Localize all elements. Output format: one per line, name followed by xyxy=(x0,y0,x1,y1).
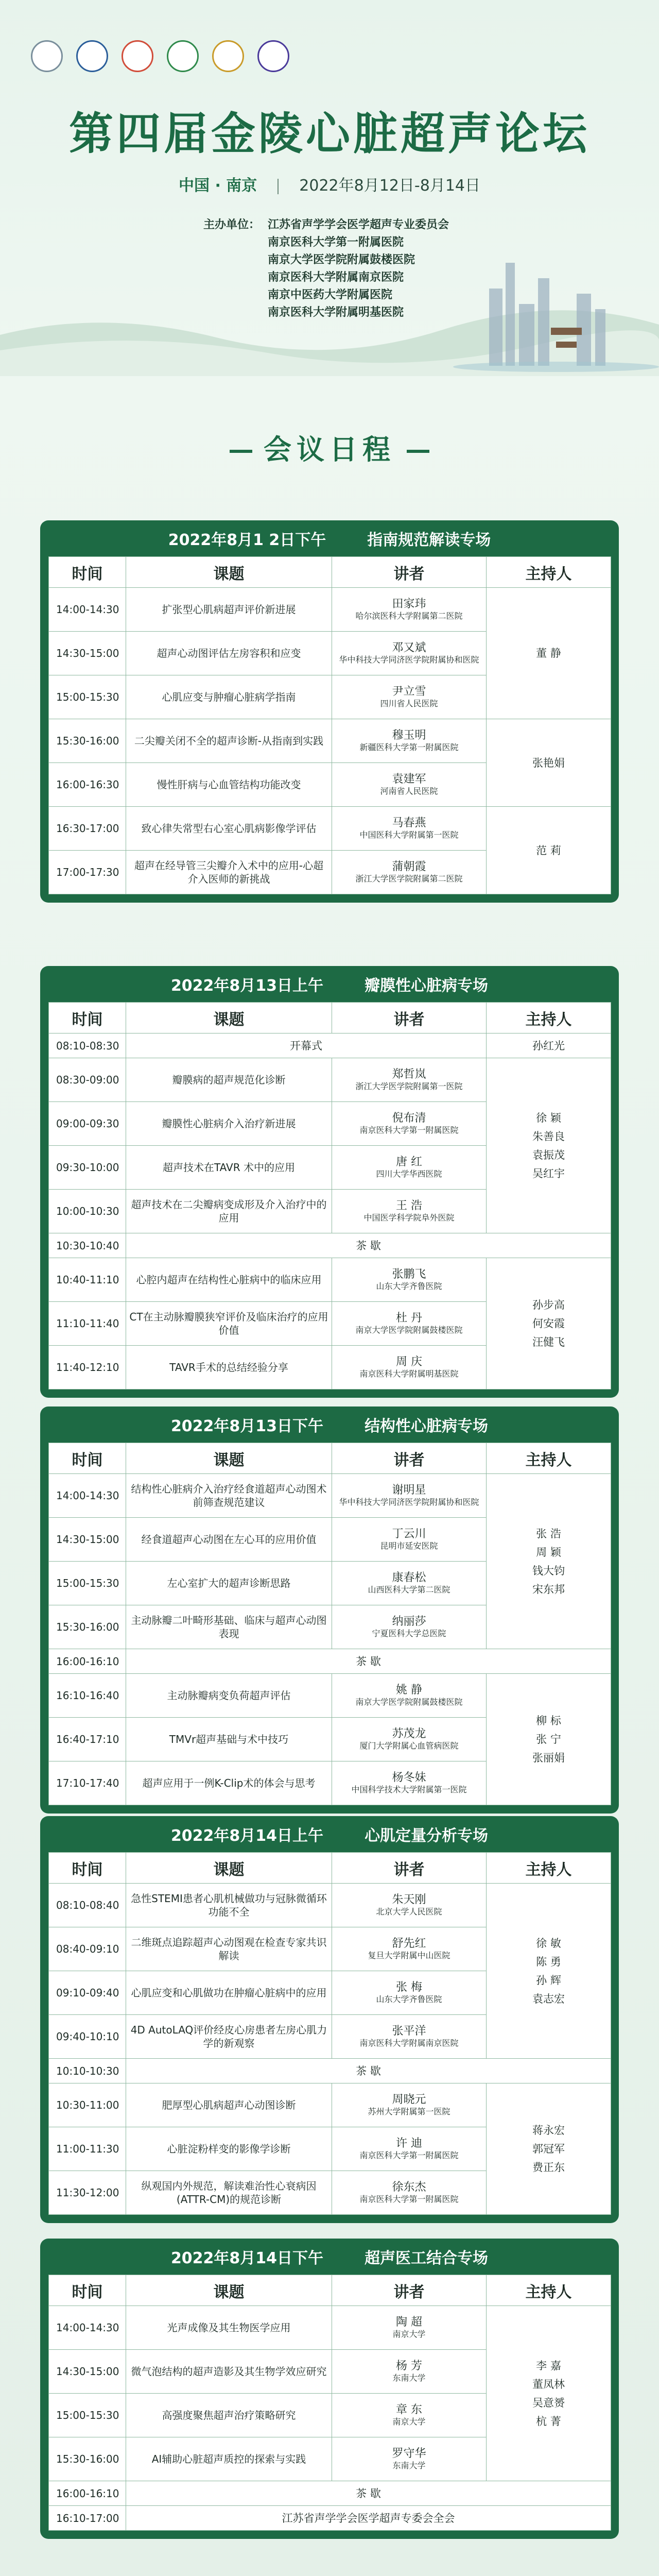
special-event-cell: 茶 歇 xyxy=(126,1649,611,1674)
speaker-institution: 苏州大学附属第一医院 xyxy=(368,2107,450,2116)
session-header xyxy=(40,2239,619,2275)
column-header-speaker: 讲者 xyxy=(332,557,487,588)
special-event-cell: 茶 歇 xyxy=(126,2481,611,2506)
topic-cell: 超声技术在TAVR 术中的应用 xyxy=(126,1146,332,1190)
topic-cell: 超声应用于一例K-Clip术的体会与思考 xyxy=(126,1761,332,1805)
institution-logo-5-icon xyxy=(212,40,244,72)
organizer: 江苏省声学学会医学超声专业委员会 xyxy=(268,218,449,231)
topic-cell: 超声技术在二尖瓣病变成形及介入治疗中的应用 xyxy=(126,1190,332,1233)
speaker-institution: 昆明市延安医院 xyxy=(380,1541,438,1551)
speaker-institution: 新疆医科大学第一附属医院 xyxy=(359,742,459,752)
topic-cell: 瓣膜病的超声规范化诊断 xyxy=(126,1058,332,1102)
organizer: 南京医科大学第一附属医院 xyxy=(268,236,404,249)
speaker-institution: 东南大学 xyxy=(392,2373,426,2383)
speaker-cell xyxy=(332,2306,487,2350)
topic-cell: 肥厚型心肌病超声心动图诊断 xyxy=(126,2083,332,2127)
time-cell: 08:10-08:30 xyxy=(49,1033,126,1058)
speaker-institution: 南京大学医学院附属鼓楼医院 xyxy=(355,1325,463,1335)
topic-cell: 超声心动图评估左房容积和应变 xyxy=(126,632,332,675)
special-event-cell: 茶 歇 xyxy=(126,1233,611,1258)
host-cell: 张 浩 周 颖 钱大钧 宋东邦 xyxy=(487,1474,611,1649)
host-cell: 张艳娟 xyxy=(487,719,611,807)
time-cell: 09:30-10:00 xyxy=(49,1146,126,1190)
speaker-cell xyxy=(332,632,487,675)
schedule-heading xyxy=(0,428,659,467)
column-header-host: 主持人 xyxy=(487,1443,611,1474)
speaker-name: 舒先红 xyxy=(392,1937,426,1950)
column-header-topic: 课题 xyxy=(126,2275,332,2306)
topic-cell: 光声成像及其生物医学应用 xyxy=(126,2306,332,2350)
time-cell: 09:10-09:40 xyxy=(49,1971,126,2015)
speaker-institution: 山东大学齐鲁医院 xyxy=(376,1994,442,2004)
time-cell: 14:00-14:30 xyxy=(49,1474,126,1518)
session-card xyxy=(40,1406,619,1814)
time-cell: 15:00-15:30 xyxy=(49,675,126,719)
column-header-topic: 课题 xyxy=(126,1003,332,1033)
speaker-name: 倪布清 xyxy=(392,1112,426,1125)
speaker-cell xyxy=(332,719,487,763)
session-card xyxy=(40,1816,619,2223)
table-row xyxy=(49,1884,611,1927)
table-row xyxy=(49,2506,611,2531)
institution-logo-1-icon xyxy=(31,40,63,72)
city-skyline-decoration xyxy=(474,242,644,366)
speaker-name: 马春燕 xyxy=(392,817,426,829)
speaker-cell xyxy=(332,1674,487,1718)
speaker-institution: 东南大学 xyxy=(392,2461,426,2470)
speaker-cell xyxy=(332,675,487,719)
column-header-time: 时间 xyxy=(49,557,126,588)
speaker-cell xyxy=(332,1474,487,1518)
speaker-institution: 南京大学医学院附属鼓楼医院 xyxy=(355,1697,463,1707)
speaker-institution: 北京大学人民医院 xyxy=(376,1907,442,1917)
organizer: 南京医科大学附属明基医院 xyxy=(268,306,404,319)
speaker-institution: 中国医学科学院阜外医院 xyxy=(363,1213,455,1223)
speaker-institution: 四川大学华西医院 xyxy=(376,1169,442,1179)
host-cell: 徐 敏 陈 勇 孙 辉 袁志宏 xyxy=(487,1884,611,2059)
table-row xyxy=(49,2083,611,2127)
session-theme: 结构性心脏病专场 xyxy=(365,1417,489,1435)
heading-dash xyxy=(230,450,252,453)
topic-cell: AI辅助心脏超声质控的探索与实践 xyxy=(126,2437,332,2481)
time-cell: 10:40-11:10 xyxy=(49,1258,126,1302)
speaker-name: 田家玮 xyxy=(392,598,426,611)
session-date: 2022年8月14日下午 xyxy=(170,2249,324,2267)
speaker-institution: 浙江大学医学院附属第二医院 xyxy=(355,874,463,884)
speaker-cell xyxy=(332,1971,487,2015)
column-header-host: 主持人 xyxy=(487,2275,611,2306)
speaker-institution: 浙江大学医学院附属第一医院 xyxy=(355,1081,463,1091)
speaker-cell xyxy=(332,1518,487,1562)
speaker-cell xyxy=(332,1302,487,1346)
speaker-cell xyxy=(332,1718,487,1761)
topic-cell: 心肌应变与肿瘤心脏病学指南 xyxy=(126,675,332,719)
speaker-name: 徐东杰 xyxy=(392,2181,426,2194)
organizer: 南京中医药大学附属医院 xyxy=(268,289,393,301)
speaker-name: 郑哲岚 xyxy=(392,1068,426,1081)
speaker-name: 丁云川 xyxy=(392,1528,426,1540)
speaker-name: 姚 静 xyxy=(396,1684,422,1697)
speaker-cell xyxy=(332,1927,487,1971)
speaker-cell xyxy=(332,1884,487,1927)
host-cell: 范 莉 xyxy=(487,807,611,894)
column-header-time: 时间 xyxy=(49,1003,126,1033)
session-date: 2022年8月13日上午 xyxy=(170,977,324,995)
speaker-cell xyxy=(332,1146,487,1190)
topic-cell: 心腔内超声在结构性心脏病中的临床应用 xyxy=(126,1258,332,1302)
speaker-cell xyxy=(332,2394,487,2437)
speaker-institution: 南京医科大学第一附属医院 xyxy=(359,2194,459,2204)
table-row xyxy=(49,2306,611,2350)
session-date: 2022年8月1 2日下午 xyxy=(168,531,326,549)
topic-cell: 经食道超声心动图在左心耳的应用价值 xyxy=(126,1518,332,1562)
topic-cell: 左心室扩大的超声诊断思路 xyxy=(126,1562,332,1605)
speaker-name: 罗守华 xyxy=(392,2447,426,2460)
time-cell: 14:30-15:00 xyxy=(49,2350,126,2394)
forum-title: 第四届金陵心脏超声论坛 xyxy=(69,108,590,160)
time-cell: 16:10-17:00 xyxy=(49,2506,126,2531)
table-row xyxy=(49,588,611,632)
topic-cell: 扩张型心肌病超声评价新进展 xyxy=(126,588,332,632)
speaker-name: 苏茂龙 xyxy=(392,1727,426,1740)
speaker-cell xyxy=(332,1102,487,1146)
topic-cell: 主动脉瓣病变负荷超声评估 xyxy=(126,1674,332,1718)
table-row xyxy=(49,1058,611,1102)
table-row xyxy=(49,1674,611,1718)
table-row xyxy=(49,2481,611,2506)
time-cell: 11:00-11:30 xyxy=(49,2127,126,2171)
special-event-cell: 开幕式 xyxy=(126,1033,487,1058)
speaker-cell xyxy=(332,1605,487,1649)
table-row xyxy=(49,1033,611,1058)
speaker-institution: 四川省人民医院 xyxy=(380,699,438,708)
place: 中国 · 南京 xyxy=(179,177,257,195)
speaker-name: 尹立雪 xyxy=(392,685,426,698)
schedule-table xyxy=(48,1443,611,1805)
table-row xyxy=(49,1474,611,1518)
time-cell: 10:00-10:30 xyxy=(49,1190,126,1233)
topic-cell: 二维斑点追踪超声心动图观在检查专家共识解读 xyxy=(126,1927,332,1971)
time-cell: 15:00-15:30 xyxy=(49,2394,126,2437)
time-cell: 09:40-10:10 xyxy=(49,2015,126,2059)
host-cell: 孙步高 何安霞 汪健飞 xyxy=(487,1258,611,1389)
session-theme: 心肌定量分析专场 xyxy=(365,1827,489,1845)
column-header-speaker: 讲者 xyxy=(332,1853,487,1884)
speaker-cell xyxy=(332,2015,487,2059)
time-cell: 16:30-17:00 xyxy=(49,807,126,851)
speaker-institution: 南京医科大学第一附属医院 xyxy=(359,2150,459,2160)
speaker-institution: 山东大学齐鲁医院 xyxy=(376,1281,442,1291)
speaker-cell xyxy=(332,2171,487,2215)
session-header xyxy=(40,520,619,556)
column-header-time: 时间 xyxy=(49,1853,126,1884)
organizers-label: 主办单位： xyxy=(203,218,261,231)
time-cell: 17:00-17:30 xyxy=(49,851,126,894)
time-cell: 08:10-08:40 xyxy=(49,1884,126,1927)
host-cell: 孙红光 xyxy=(487,1033,611,1058)
session-header xyxy=(40,1816,619,1852)
institution-logo-4-icon xyxy=(167,40,199,72)
column-header-host: 主持人 xyxy=(487,1853,611,1884)
speaker-name: 张鹏飞 xyxy=(392,1268,426,1281)
host-cell: 徐 颖 朱善良 袁振茂 吴红宇 xyxy=(487,1058,611,1233)
speaker-name: 张平洋 xyxy=(392,2025,426,2038)
column-header-topic: 课题 xyxy=(126,1443,332,1474)
special-event-cell: 茶 歇 xyxy=(126,2059,611,2083)
session-header xyxy=(40,1406,619,1443)
time-cell: 14:30-15:00 xyxy=(49,632,126,675)
host-cell: 蒋永宏 郭冠军 费正东 xyxy=(487,2083,611,2215)
speaker-name: 杨冬妹 xyxy=(392,1771,426,1784)
time-cell: 11:10-11:40 xyxy=(49,1302,126,1346)
speaker-cell xyxy=(332,588,487,632)
speaker-cell xyxy=(332,851,487,894)
speaker-institution: 山西医科大学第二医院 xyxy=(368,1585,450,1595)
speaker-cell xyxy=(332,2437,487,2481)
column-header-topic: 课题 xyxy=(126,557,332,588)
header xyxy=(0,0,659,371)
speaker-cell xyxy=(332,2127,487,2171)
speaker-institution: 华中科技大学同济医学院附属协和医院 xyxy=(339,1497,479,1507)
time-cell: 11:30-12:00 xyxy=(49,2171,126,2215)
time-cell: 09:00-09:30 xyxy=(49,1102,126,1146)
speaker-institution: 复旦大学附属中山医院 xyxy=(368,1951,450,1960)
time-cell: 11:40-12:10 xyxy=(49,1346,126,1389)
table-row xyxy=(49,1649,611,1674)
topic-cell: 二尖瓣关闭不全的超声诊断-从指南到实践 xyxy=(126,719,332,763)
organizer: 南京医科大学附属南京医院 xyxy=(268,271,404,284)
schedule-table xyxy=(48,556,611,894)
session-date: 2022年8月14日上午 xyxy=(170,1827,324,1845)
speaker-cell xyxy=(332,1761,487,1805)
speaker-institution: 哈尔滨医科大学附属第二医院 xyxy=(355,611,463,621)
logo-row xyxy=(31,40,289,72)
column-header-time: 时间 xyxy=(49,2275,126,2306)
speaker-institution: 南京医科大学附属明基医院 xyxy=(359,1369,459,1379)
session-card xyxy=(40,2239,619,2539)
institution-logo-2-icon xyxy=(76,40,108,72)
speaker-name: 周 庆 xyxy=(396,1355,422,1368)
topic-cell: 慢性肝病与心血管结构功能改变 xyxy=(126,763,332,807)
table-row xyxy=(49,1233,611,1258)
speaker-name: 朱天刚 xyxy=(392,1893,426,1906)
speaker-name: 康春松 xyxy=(392,1571,426,1584)
heading-dash xyxy=(407,450,429,453)
topic-cell: CT在主动脉瓣膜狭窄评价及临床治疗的应用价值 xyxy=(126,1302,332,1346)
time-cell: 15:00-15:30 xyxy=(49,1562,126,1605)
topic-cell: TAVR手术的总结经验分享 xyxy=(126,1346,332,1389)
institution-logo-6-icon xyxy=(257,40,289,72)
speaker-cell xyxy=(332,1346,487,1389)
time-cell: 16:00-16:30 xyxy=(49,763,126,807)
speaker-institution: 宁夏医科大学总医院 xyxy=(372,1629,446,1638)
session-theme: 瓣膜性心脏病专场 xyxy=(365,977,489,995)
schedule-table xyxy=(48,1852,611,2215)
topic-cell: 4D AutoLAQ评价经皮心房患者左房心肌力学的新观察 xyxy=(126,2015,332,2059)
column-header-speaker: 讲者 xyxy=(332,1003,487,1033)
column-header-speaker: 讲者 xyxy=(332,1443,487,1474)
session-theme: 指南规范解读专场 xyxy=(367,531,491,549)
host-cell: 董 静 xyxy=(487,588,611,719)
column-header-host: 主持人 xyxy=(487,1003,611,1033)
time-cell: 15:30-16:00 xyxy=(49,719,126,763)
column-header-time: 时间 xyxy=(49,1443,126,1474)
speaker-cell xyxy=(332,1258,487,1302)
time-cell: 10:10-10:30 xyxy=(49,2059,126,2083)
speaker-institution: 南京大学 xyxy=(392,2417,426,2427)
column-header-speaker: 讲者 xyxy=(332,2275,487,2306)
topic-cell: 结构性心脏病介入治疗经食道超声心动图术前筛查规范建议 xyxy=(126,1474,332,1518)
speaker-cell xyxy=(332,763,487,807)
speaker-institution: 厦门大学附属心血管病医院 xyxy=(359,1741,459,1751)
time-cell: 14:00-14:30 xyxy=(49,588,126,632)
place-date-line xyxy=(0,173,659,195)
session-date: 2022年8月13日下午 xyxy=(170,1417,324,1435)
topic-cell: 瓣膜性心脏病介入治疗新进展 xyxy=(126,1102,332,1146)
speaker-name: 谢明星 xyxy=(392,1484,426,1497)
date-range: 2022年8月12日-8月14日 xyxy=(299,177,480,195)
session-card xyxy=(40,966,619,1398)
speaker-name: 穆玉明 xyxy=(392,729,426,742)
time-cell: 10:30-11:00 xyxy=(49,2083,126,2127)
time-cell: 14:00-14:30 xyxy=(49,2306,126,2350)
speaker-name: 纳丽莎 xyxy=(392,1615,426,1628)
speaker-institution: 华中科技大学同济医学院附属协和医院 xyxy=(339,655,479,665)
speaker-institution: 河南省人民医院 xyxy=(380,786,438,796)
time-cell: 08:40-09:10 xyxy=(49,1927,126,1971)
time-cell: 16:40-17:10 xyxy=(49,1718,126,1761)
speaker-name: 许 迪 xyxy=(396,2137,422,2150)
topic-cell: 纵观国内外规范，解读难治性心衰病因(ATTR-CM)的规范诊断 xyxy=(126,2171,332,2215)
table-row xyxy=(49,807,611,851)
time-cell: 14:30-15:00 xyxy=(49,1518,126,1562)
topic-cell: 心脏淀粉样变的影像学诊断 xyxy=(126,2127,332,2171)
table-row xyxy=(49,719,611,763)
topic-cell: 致心律失常型右心室心肌病影像学评估 xyxy=(126,807,332,851)
time-cell: 17:10-17:40 xyxy=(49,1761,126,1805)
topic-cell: 高强度聚焦超声治疗策略研究 xyxy=(126,2394,332,2437)
time-cell: 15:30-16:00 xyxy=(49,1605,126,1649)
session-header xyxy=(40,966,619,1002)
speaker-name: 杨 芳 xyxy=(396,2360,422,2372)
speaker-name: 杜 丹 xyxy=(396,1312,422,1325)
topic-cell: 主动脉瓣二叶畸形基础、临床与超声心动图表现 xyxy=(126,1605,332,1649)
schedule-table xyxy=(48,1002,611,1389)
topic-cell: 急性STEMI患者心肌机械做功与冠脉微循环功能不全 xyxy=(126,1884,332,1927)
speaker-name: 邓又斌 xyxy=(392,641,426,654)
column-header-host: 主持人 xyxy=(487,557,611,588)
time-cell: 16:10-16:40 xyxy=(49,1674,126,1718)
speaker-cell xyxy=(332,807,487,851)
divider xyxy=(278,179,279,194)
special-event-cell: 江苏省声学学会医学超声专委会全会 xyxy=(126,2506,611,2531)
institution-logo-3-icon xyxy=(122,40,153,72)
schedule-table xyxy=(48,2275,611,2531)
speaker-cell xyxy=(332,1058,487,1102)
speaker-cell xyxy=(332,1562,487,1605)
session-theme: 超声医工结合专场 xyxy=(365,2249,489,2267)
speaker-name: 陶 超 xyxy=(396,2316,422,2329)
speaker-name: 唐 红 xyxy=(396,1156,422,1168)
column-header-topic: 课题 xyxy=(126,1853,332,1884)
speaker-institution: 中国科学技术大学附属第一医院 xyxy=(351,1785,467,1794)
speaker-institution: 中国医科大学附属第一医院 xyxy=(359,830,459,840)
speaker-name: 章 东 xyxy=(396,2403,422,2416)
topic-cell: TMVr超声基础与术中技巧 xyxy=(126,1718,332,1761)
topic-cell: 超声在经导管三尖瓣介入术中的应用-心超介入医师的新挑战 xyxy=(126,851,332,894)
speaker-name: 袁建军 xyxy=(392,773,426,786)
time-cell: 15:30-16:00 xyxy=(49,2437,126,2481)
time-cell: 08:30-09:00 xyxy=(49,1058,126,1102)
speaker-institution: 南京医科大学附属南京医院 xyxy=(359,2038,459,2048)
topic-cell: 微气泡结构的超声造影及其生物学效应研究 xyxy=(126,2350,332,2394)
schedule-heading-text: 会议日程 xyxy=(264,433,395,466)
speaker-name: 张 梅 xyxy=(396,1981,422,1994)
speaker-institution: 南京大学 xyxy=(392,2329,426,2339)
speaker-cell xyxy=(332,1190,487,1233)
organizer: 南京大学医学院附属鼓楼医院 xyxy=(268,253,415,266)
table-row xyxy=(49,1258,611,1302)
topic-cell: 心肌应变和心肌做功在肿瘤心脏病中的应用 xyxy=(126,1971,332,2015)
host-cell: 李 嘉 董凤林 吴意赟 杭 菁 xyxy=(487,2306,611,2481)
speaker-cell xyxy=(332,2350,487,2394)
host-cell: 柳 标 张 宁 张丽娟 xyxy=(487,1674,611,1805)
time-cell: 10:30-10:40 xyxy=(49,1233,126,1258)
speaker-cell xyxy=(332,2083,487,2127)
speaker-name: 蒲朝霞 xyxy=(392,860,426,873)
speaker-name: 周晓元 xyxy=(392,2093,426,2106)
time-cell: 16:00-16:10 xyxy=(49,1649,126,1674)
time-cell: 16:00-16:10 xyxy=(49,2481,126,2506)
table-row xyxy=(49,2059,611,2083)
speaker-name: 王 浩 xyxy=(396,1199,422,1212)
session-card xyxy=(40,520,619,903)
speaker-institution: 南京医科大学第一附属医院 xyxy=(359,1125,459,1135)
